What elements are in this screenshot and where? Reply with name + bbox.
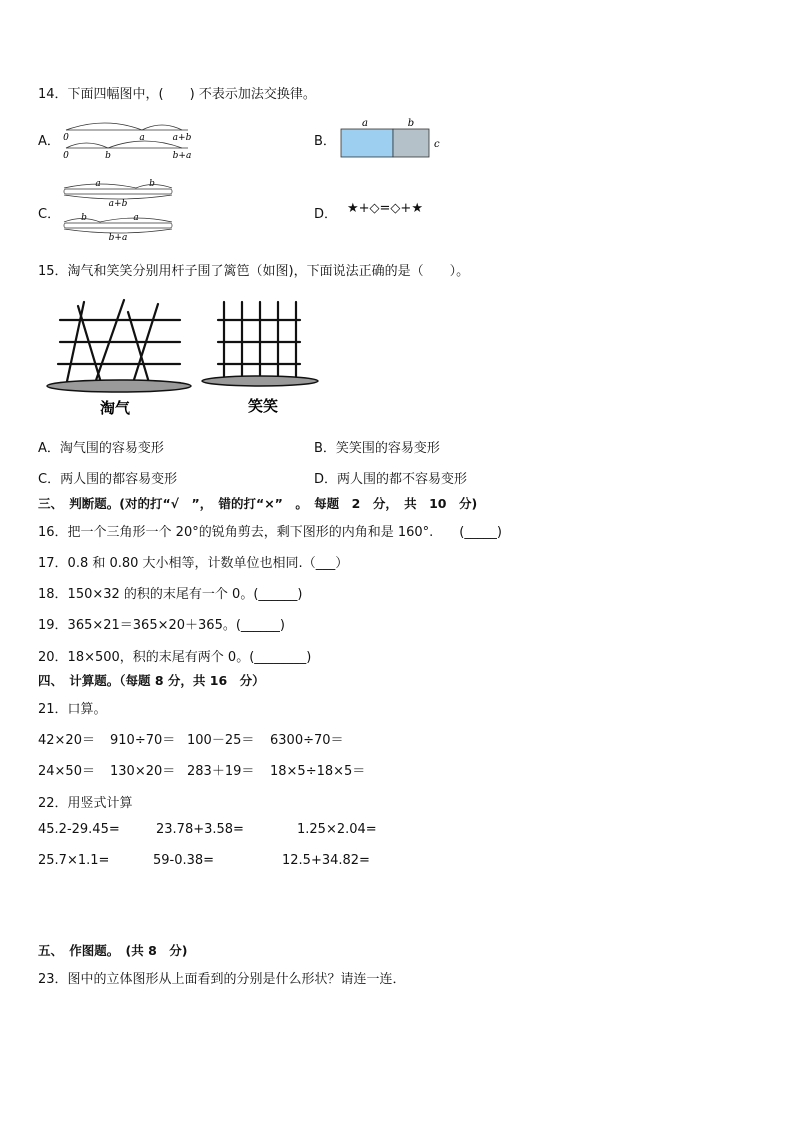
- q14-option-d-equation: ★+◇=◇+★: [347, 201, 423, 216]
- q14-a-top-a: a: [139, 133, 145, 143]
- q14-option-b-label: B．: [314, 134, 336, 149]
- q22-row2-item3: 12.5+34.82=: [282, 853, 370, 868]
- xiaoxiao-fence: [218, 302, 300, 384]
- q21-row1-item4: 6300÷70＝: [270, 733, 344, 748]
- section-5-heading: 五、 作图题。 (共 8 分): [38, 943, 188, 958]
- q14-c-bottom-b: b: [81, 213, 87, 223]
- xiaoxiao-ground: [202, 376, 318, 386]
- q14-a-bottom-b: b: [105, 151, 111, 161]
- q21-row2-item1: 24×50＝: [38, 764, 95, 779]
- q23: 23．图中的立体图形从上面看到的分别是什么形状？请连一连．: [38, 972, 406, 987]
- q21-row1-item1: 42×20＝: [38, 733, 95, 748]
- q14-a-bottom-zero: 0: [63, 151, 69, 161]
- q15-option-d: D．两人围的都不容易变形: [314, 472, 468, 487]
- q14-c-top-b: b: [149, 179, 155, 189]
- q14-option-c-bar-diagram: [60, 176, 180, 246]
- q20: 20．18×500，积的末尾有两个 0。(________): [38, 650, 312, 665]
- q14-option-c-label: C．: [38, 207, 61, 222]
- q14-option-d-label: D．: [314, 207, 338, 222]
- q21-row2-item4: 18×5÷18×5＝: [270, 764, 366, 779]
- q21-row2-item2: 130×20＝: [110, 764, 176, 779]
- q14-c-top-a: a: [95, 179, 101, 189]
- q14-b-label-c: c: [434, 139, 440, 150]
- q14-option-b-rectangle-diagram: [338, 114, 448, 160]
- q19: 19．365×21＝365×20＋365。(______): [38, 618, 285, 633]
- xiaoxiao-caption: 笑笑: [248, 397, 279, 415]
- q14-option-a-number-line-diagram: [60, 118, 200, 162]
- taoqi-ground: [47, 380, 191, 392]
- q14-option-a-label: A．: [38, 134, 60, 149]
- q15-option-c: C．两人围的都容易变形: [38, 472, 178, 487]
- q15-fence-illustration: [38, 298, 338, 422]
- q18: 18．150×32 的积的末尾有一个 0。(______): [38, 587, 303, 602]
- q14-b-right-rect: [393, 129, 429, 157]
- q14-b-label-a: a: [362, 118, 368, 129]
- q14-stem: 14．下面四幅图中，( ) 不表示加法交换律。: [38, 87, 316, 102]
- q22-row1-item3: 1.25×2.04=: [297, 822, 377, 837]
- taoqi-fence: [58, 300, 180, 386]
- q21-row2-item3: 283＋19＝: [187, 764, 255, 779]
- q15-option-b: B．笑笑围的容易变形: [314, 441, 440, 456]
- taoqi-caption: 淘气: [100, 399, 131, 417]
- q14-c-top-sum: a+b: [108, 199, 128, 209]
- q15-stem: 15．淘气和笑笑分别用杆子围了篱笆（如图)，下面说法正确的是（ ）。: [38, 264, 470, 279]
- q14-c-bottom-a: a: [133, 213, 139, 223]
- q14-a-top-zero: 0: [63, 133, 69, 143]
- q16: 16．把一个三角形一个 20°的锐角剪去，剩下图形的内角和是 160°. (_____): [38, 525, 502, 540]
- q14-c-bottom-sum: b+a: [108, 233, 128, 243]
- q21-row1-item3: 100－25＝: [187, 733, 255, 748]
- q22-row1-item1: 45.2-29.45=: [38, 822, 120, 837]
- q22-row2-item1: 25.7×1.1=: [38, 853, 110, 868]
- q17: 17．0.8 和 0.80 大小相等，计数单位也相同.（___）: [38, 556, 349, 571]
- q22-row2-item2: 59-0.38=: [153, 853, 215, 868]
- q14-a-top-sum: a+b: [172, 133, 192, 143]
- q22-title: 22．用竖式计算: [38, 796, 133, 811]
- section-4-heading: 四、 计算题。（每题 8 分，共 16 分）: [38, 673, 265, 688]
- q21-row1-item2: 910÷70＝: [110, 733, 176, 748]
- q14-b-label-b: b: [407, 118, 415, 129]
- q14-a-bottom-sum: b+a: [172, 151, 192, 161]
- section-3-heading: 三、 判断题。(对的打“√ ”， 错的打“×” 。 每题 2 分， 共 10 分): [38, 496, 478, 511]
- q22-row1-item2: 23.78+3.58=: [156, 822, 244, 837]
- q14-b-left-rect: [341, 129, 393, 157]
- q15-option-a: A．淘气围的容易变形: [38, 441, 164, 456]
- q21-title: 21．口算。: [38, 702, 107, 717]
